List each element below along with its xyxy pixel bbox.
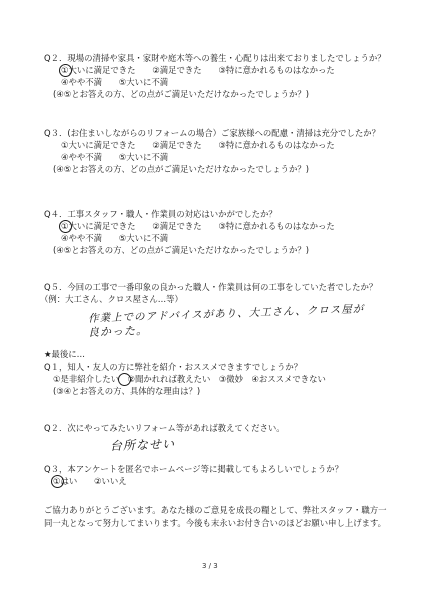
q5-handwritten-answer-line1: 作業上でのアドバイスがあり、大工さん、クロス屋が [87,303,365,325]
q3-question: Q３．(お住まいしながらのリフォームの場合）ご家族様への配慮・清掃は充分でしたか？ [44,128,381,138]
last-q1-options: ①是非紹介したい ②聞かれれば教えたい ③微妙 ④おススメできない [53,374,326,384]
q2-followup: (④⑤とお答えの方、どの点がご満足いただけなかったでしょうか？) [53,89,310,99]
last-q1-selected-mark [118,373,131,386]
closing-line2: 同一丸となって努力してまいります。今後も末永いお付き合いのほどお願い申し上げます。 [44,518,387,528]
q2-options-row1: ①大いに満足できた ②満足できた ③特に意かれるものはなかった [61,65,335,75]
q4-selected-mark [59,220,72,233]
last-q2-question: Q２．次にやってみたいリフォーム等があれば教えてください。 [44,423,285,433]
last-q3-question: Q３，本アンケートを匿名でホームページ等に掲載してもよろしいでしょうか？ [44,464,344,474]
q3-options-row2: ④やや不満 ⑤大いに不満 [61,152,169,162]
q4-options-row2: ④やや不満 ⑤大いに不満 [61,233,169,243]
last-heading: ★最後に… [44,349,86,359]
last-q1-followup: (③④とお答えの方、具体的な理由は？) [53,386,201,396]
q2-question: Q２．現場の清掃や家具・家財や庭木等への養生・心配りは出来ておりましたでしょうか？ [44,53,386,63]
q4-followup: (④⑤とお答えの方、どの点がご満足いただけなかったでしょうか？) [53,245,310,255]
q5-handwritten-answer-line2: 良かった。 [87,323,149,340]
page-number: 3 / 3 [202,562,218,570]
q5-example: （例：大工さん、クロス屋さん…等） [40,294,183,304]
q2-options-row2: ④やや不満 ⑤大いに不満 [61,77,169,87]
q4-options-row1: ①大いに満足できた ②満足できた ③特に意かれるものはなかった [61,221,335,231]
q4-question: Q４．工事スタッフ・職人・作業員の対応はいかがでしたか？ [44,209,277,219]
q2-selected-mark [59,64,72,77]
last-q3-selected-mark [51,475,64,488]
q3-followup: (④⑤とお答えの方、どの点がご満足いただけなかったでしょうか？) [53,164,310,174]
last-q2-handwritten-answer: 台所なせい [109,436,176,454]
closing-line1: ご協力ありがとうございます。あなた様のご意見を成長の糧として、弊社スタッフ・職方一 [44,505,387,515]
q5-question: Q５．今回の工事で一番印象の良かった職人・作業員は何の工事をしていた者でしたか？ [44,282,378,292]
last-q3-options: ①はい ②いいえ [53,476,127,486]
last-q1-question: Q１，知人・友人の方に弊社を紹介・おススメできますでしょうか？ [44,362,303,372]
q3-options-row1: ①大いに満足できた ②満足できた ③特に意かれるものはなかった [61,140,335,150]
